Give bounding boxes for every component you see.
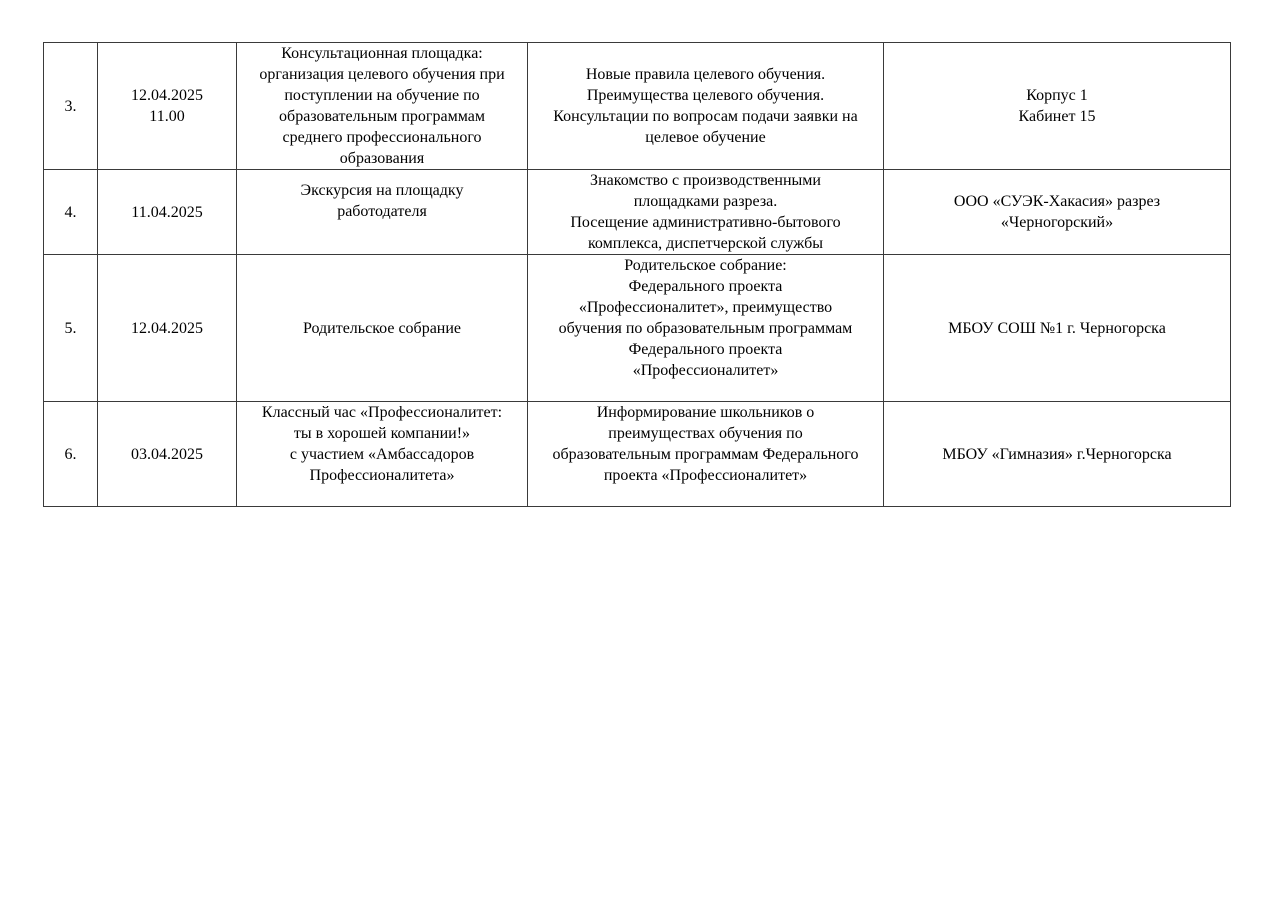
event-cell: Экскурсия на площадку работодателя: [237, 170, 528, 255]
date-cell: 11.04.2025: [98, 170, 237, 255]
place-cell: ООО «СУЭК-Хакасия» разрез «Черногорский»: [884, 170, 1231, 255]
row-number-cell: 4.: [44, 170, 98, 255]
date-cell: 12.04.2025: [98, 255, 237, 402]
place-cell: Корпус 1 Кабинет 15: [884, 43, 1231, 170]
description-cell: Знакомство с производственными площадками разреза. Посещение административно-бытового комплекса, диспетчерской службы: [528, 170, 884, 255]
table-row: [44, 43, 1231, 170]
table-row: [44, 402, 1231, 507]
place-cell: МБОУ СОШ №1 г. Черногорска: [884, 255, 1231, 402]
row-number-cell: 6.: [44, 402, 98, 507]
row-number-cell: 5.: [44, 255, 98, 402]
event-cell: Классный час «Профессионалитет: ты в хорошей компании!» с участием «Амбассадоров Профессионалитета»: [237, 402, 528, 507]
description-cell: Новые правила целевого обучения. Преимущества целевого обучения. Консультации по вопросам подачи заявки на целевое обучение: [528, 43, 884, 170]
event-cell: Родительское собрание: [237, 255, 528, 402]
date-cell: 12.04.2025 11.00: [98, 43, 237, 170]
event-cell: Консультационная площадка: организация целевого обучения при поступлении на обучение по образовательным программам среднего профессионального образования: [237, 43, 528, 170]
row-number-cell: 3.: [44, 43, 98, 170]
description-cell: Информирование школьников о преимуществах обучения по образовательным программам Федерального проекта «Профессионалитет»: [528, 402, 884, 507]
events-table: [43, 42, 1231, 507]
table-row: [44, 170, 1231, 255]
date-cell: 03.04.2025: [98, 402, 237, 507]
place-cell: МБОУ «Гимназия» г.Черногорска: [884, 402, 1231, 507]
description-cell: Родительское собрание: Федерального проекта «Профессионалитет», преимущество обучения по образовательным программам Федерального проекта «Профессионалитет»: [528, 255, 884, 402]
table-row: [44, 255, 1231, 402]
